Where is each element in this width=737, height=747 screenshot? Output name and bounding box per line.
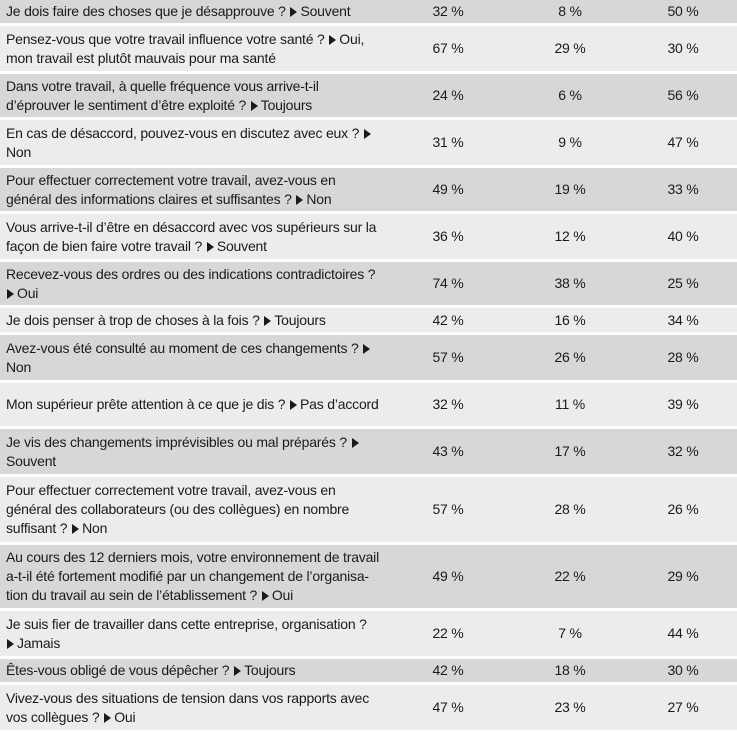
triangle-right-icon (264, 316, 271, 326)
question-cell (0, 171, 385, 209)
answer-text: Oui (271, 587, 294, 603)
percentage-cell: 9 % (558, 134, 582, 150)
triangle-right-icon (7, 639, 14, 649)
table-row (0, 120, 737, 168)
percentage-cell: 43 % (432, 443, 464, 459)
question-text: En cas de désaccord, pouvez-vous en discutez avec eux ? (6, 124, 360, 141)
triangle-right-icon (364, 129, 371, 139)
table-row (0, 74, 737, 120)
answer-text: Non (6, 358, 32, 375)
percentage-cell: 32 % (432, 3, 464, 19)
percentage-cell: 7 % (558, 625, 582, 641)
percentage-cell: 47 % (432, 699, 464, 715)
table-row (0, 308, 737, 335)
percentage-cell: 44 % (667, 625, 699, 641)
table-row (0, 477, 737, 545)
answer-text: Jamais (17, 634, 61, 651)
question-text: Pour effectuer correctement votre travail, avez-vous en général des informations claires et suffisantes ? (6, 171, 336, 207)
triangle-right-icon (290, 7, 297, 17)
triangle-right-icon (262, 591, 269, 601)
answer-text: Toujours (244, 662, 296, 678)
triangle-right-icon (72, 524, 79, 534)
percentage-cell: 39 % (667, 396, 699, 412)
percentage-cell: 74 % (432, 275, 464, 291)
percentage-cell: 19 % (554, 181, 586, 197)
percentage-cell: 24 % (432, 87, 464, 103)
table-row (0, 659, 737, 685)
answer-text: Oui, mon travail est plutôt mauvais pour ma santé (6, 30, 365, 66)
percentage-cell: 31 % (432, 134, 464, 150)
table-row (0, 335, 737, 383)
percentage-cell: 23 % (554, 699, 586, 715)
percentage-cell: 42 % (432, 311, 464, 328)
percentage-cell: 12 % (554, 228, 586, 244)
percentage-cell: 57 % (432, 501, 464, 517)
question-text: Je suis fier de travailler dans cette entreprise, organisation ? (6, 615, 367, 632)
answer-text: Souvent (216, 237, 267, 254)
question-cell (0, 615, 385, 653)
triangle-right-icon (352, 438, 359, 448)
triangle-right-icon (329, 35, 336, 45)
question-cell (0, 339, 385, 377)
triangle-right-icon (363, 344, 370, 354)
answer-text: Pas d’accord (300, 396, 379, 412)
triangle-right-icon (290, 400, 297, 410)
question-cell (0, 433, 385, 471)
percentage-cell: 38 % (554, 275, 586, 291)
question-text: Recevez-vous des ordres ou des indications contradictoires ? (6, 265, 376, 282)
answer-text: Oui (114, 708, 136, 725)
percentage-cell: 50 % (667, 3, 699, 19)
percentage-cell: 33 % (667, 181, 699, 197)
question-cell (0, 30, 385, 68)
percentage-cell: 6 % (558, 87, 582, 103)
answer-text: Toujours (260, 96, 313, 113)
question-cell (0, 689, 385, 727)
question-text: Vous arrive-t-il d’être en désaccord avec vos supérieurs sur la façon de bien faire votre travail ? (6, 218, 377, 254)
table-row (0, 26, 737, 74)
percentage-cell: 30 % (667, 662, 699, 678)
question-cell (0, 124, 385, 162)
triangle-right-icon (296, 195, 303, 205)
question-cell (0, 548, 385, 605)
percentage-cell: 32 % (667, 443, 699, 459)
percentage-cell: 22 % (554, 568, 586, 584)
triangle-right-icon (104, 713, 111, 723)
triangle-right-icon (234, 666, 241, 676)
answer-text: Oui (17, 284, 39, 301)
table-row (0, 545, 737, 611)
table-row (0, 611, 737, 659)
question-cell (0, 77, 385, 115)
answer-text: Non (306, 190, 332, 207)
percentage-cell: 26 % (554, 349, 586, 365)
question-cell (0, 311, 385, 330)
percentage-cell: 27 % (667, 699, 699, 715)
question-cell (0, 218, 385, 256)
question-cell (0, 395, 385, 414)
percentage-cell: 28 % (554, 501, 586, 517)
triangle-right-icon (7, 289, 14, 299)
percentage-cell: 18 % (554, 662, 586, 678)
answer-text: Non (6, 143, 32, 160)
answer-text: Non (82, 520, 108, 536)
percentage-cell: 25 % (667, 275, 699, 291)
question-text: Avez-vous été consulté au moment de ces changements ? (6, 339, 359, 356)
table-row (0, 0, 737, 26)
question-cell (0, 661, 385, 680)
question-text: Au cours des 12 derniers mois, votre environnement de travail a-t-il été fortement modifié par un changement de l’organisa-tion du travail au sein de l’établissement ? (6, 549, 379, 603)
table-row (0, 429, 737, 477)
percentage-cell: 42 % (432, 662, 464, 678)
question-text: Êtes-vous obligé de vous dépêcher ? (6, 662, 230, 678)
triangle-right-icon (207, 242, 214, 252)
table-row (0, 168, 737, 214)
question-text: Dans votre travail, à quelle fréquence vous arrive-t-il d’éprouver le sentiment d’être exploité ? (6, 77, 319, 113)
percentage-cell: 40 % (667, 228, 699, 244)
question-text: Pour effectuer correctement votre travail, avez-vous en général des collaborateurs (ou des collègues) en nombre suffisant ? (6, 482, 350, 536)
answer-text: Souvent (6, 452, 56, 469)
percentage-cell: 17 % (554, 443, 586, 459)
table-row (0, 214, 737, 262)
percentage-cell: 49 % (432, 568, 464, 584)
percentage-cell: 47 % (667, 134, 699, 150)
table-row (0, 685, 737, 733)
percentage-cell: 67 % (432, 40, 464, 56)
question-cell (0, 481, 385, 538)
percentage-cell: 30 % (667, 40, 699, 56)
percentage-cell: 36 % (432, 228, 464, 244)
percentage-cell: 16 % (554, 311, 586, 328)
percentage-cell: 29 % (667, 568, 699, 584)
percentage-cell: 56 % (667, 87, 699, 103)
answer-text: Souvent (300, 3, 351, 19)
table-row (0, 383, 737, 429)
percentage-cell: 22 % (432, 625, 464, 641)
question-text: Mon supérieur prête attention à ce que je dis ? (6, 396, 286, 412)
question-text: Je dois penser à trop de choses à la fois ? (6, 311, 260, 328)
percentage-cell: 32 % (432, 396, 464, 412)
answer-text: Toujours (274, 311, 326, 328)
percentage-cell: 34 % (667, 311, 699, 328)
percentage-cell: 8 % (558, 3, 582, 19)
question-cell (0, 2, 385, 21)
percentage-cell: 26 % (667, 501, 699, 517)
question-text: Pensez-vous que votre travail influence votre santé ? (6, 30, 325, 47)
question-cell (0, 265, 385, 303)
percentage-cell: 11 % (554, 396, 586, 412)
table-row (0, 262, 737, 308)
question-text: Je dois faire des choses que je désapprouve ? (6, 3, 286, 19)
percentage-cell: 57 % (432, 349, 464, 365)
question-text: Vivez-vous des situations de tension dans vos rapports avec vos collègues ? (6, 689, 370, 725)
triangle-right-icon (251, 101, 258, 111)
percentage-cell: 28 % (667, 349, 699, 365)
question-text: Je vis des changements imprévisibles ou mal préparés ? (6, 433, 347, 450)
percentage-cell: 29 % (554, 40, 586, 56)
percentage-cell: 49 % (432, 181, 464, 197)
